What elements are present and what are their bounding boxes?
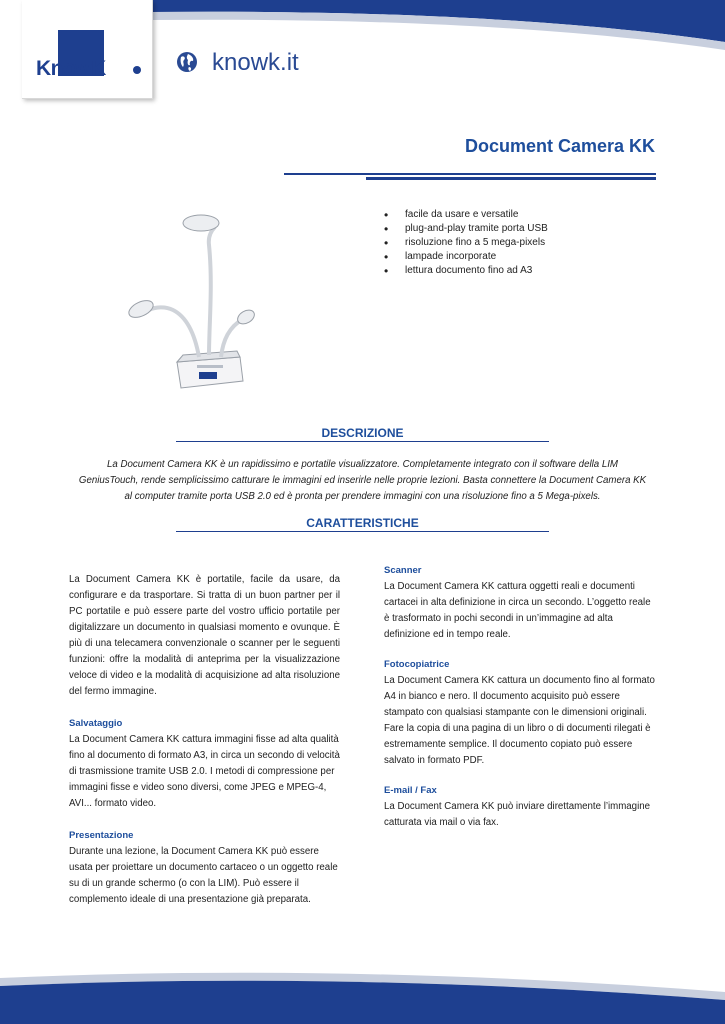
right-column: [384, 563, 656, 831]
feature-item: • lettura documento fino ad A3: [384, 264, 548, 278]
title-rule-thick: [366, 177, 656, 180]
subheading-fotocopiatrice: Fotocopiatrice: [384, 659, 450, 670]
salvataggio-paragraph: La Document Camera KK cattura immagini fisse ad alta qualità fino al documento di formato A3, in circa un secondo di velocità di trasmissione tramite USB 2.0. I metodi di compressione per immagini fisse e video sono diversi, come JPEG e MPEG-4, AVI... formato video.: [69, 734, 340, 809]
feature-item: • facile da usare e versatile: [384, 208, 548, 222]
email-fax-paragraph: La Document Camera KK può inviare direttamente l’immagine catturata via mail o via fax.: [384, 801, 650, 828]
globe-icon: [176, 51, 198, 73]
document-camera-image: [125, 205, 255, 395]
subheading-email-fax: E-mail / Fax: [384, 785, 437, 796]
description-line: La Document Camera KK è un rapidissimo e portatile visualizzatore. Completamente integrato con il software della LIM: [107, 459, 618, 470]
knowk-logo: KnowK: [36, 57, 106, 80]
section-heading-descrizione: DESCRIZIONE: [176, 426, 549, 442]
description-line: GeniusTouch, rende semplicissimo catturare le immagini ed inserirle nelle proprie lezioni. Basta connettere la Document Camera KK: [78, 475, 647, 486]
site-url[interactable]: knowk.it: [212, 49, 299, 76]
scanner-paragraph: La Document Camera KK cattura oggetti reali e documenti cartacei in alta definizione in circa un secondo. L’oggetto reale è trasformato in pochi secondi in un’immagine ad alta definizione ed in tempo reale.: [384, 581, 651, 640]
left-column: [69, 572, 340, 908]
description-text: [60, 457, 665, 505]
feature-item: • lampade incorporate: [384, 250, 548, 264]
feature-list: [384, 208, 548, 278]
title-rule: [284, 173, 656, 175]
description-line: al computer tramite porta USB 2.0 ed è pronta per prendere immagini con una risoluzione fino a 5 Mega-pixels.: [124, 491, 601, 502]
fotocopiatrice-paragraph: La Document Camera KK cattura un documento fino al formato A4 in bianco e nero. Il documento acquisito può essere stampato con qualsiasi stampante con le dimensioni originali. Fare la copia di una pagina di un libro o di documenti rilegati è estremamente semplice. Il documento copiato può essere salvato in formato PDF.: [384, 675, 655, 766]
intro-paragraph: La Document Camera KK è portatile, facile da usare, da configurare e da trasportare. Si tratta di un buon partner per il PC portatile e può essere parte del vostro ufficio portatile per digitalizzare un documento in qualsiasi momento e ovunque. È più di una telecamera convenzionale o scanner per le seguenti funzioni: offre la modalità di anteprima per la visualizzazione veloce di video e la modalità di acquisizione ad alta risoluzione del fermo immagine.: [69, 574, 340, 697]
footer-wave-band: [0, 960, 725, 1024]
feature-item: • risoluzione fino a 5 mega-pixels: [384, 236, 548, 250]
subheading-scanner: Scanner: [384, 565, 422, 576]
subheading-presentazione: Presentazione: [69, 830, 134, 841]
section-heading-caratteristiche: CARATTERISTICHE: [176, 516, 549, 532]
subheading-salvataggio: Salvataggio: [69, 718, 123, 729]
page-title: Document Camera KK: [464, 136, 655, 156]
presentazione-paragraph: Durante una lezione, la Document Camera KK può essere usata per proiettare un documento cartaceo o un oggetto reale su di un grande schermo (o con la LIM). Può essere il complemento ideale di una presentazione già preparata.: [69, 846, 338, 905]
logo-dot: [133, 66, 141, 74]
feature-item: • plug-and-play tramite porta USB: [384, 222, 548, 236]
